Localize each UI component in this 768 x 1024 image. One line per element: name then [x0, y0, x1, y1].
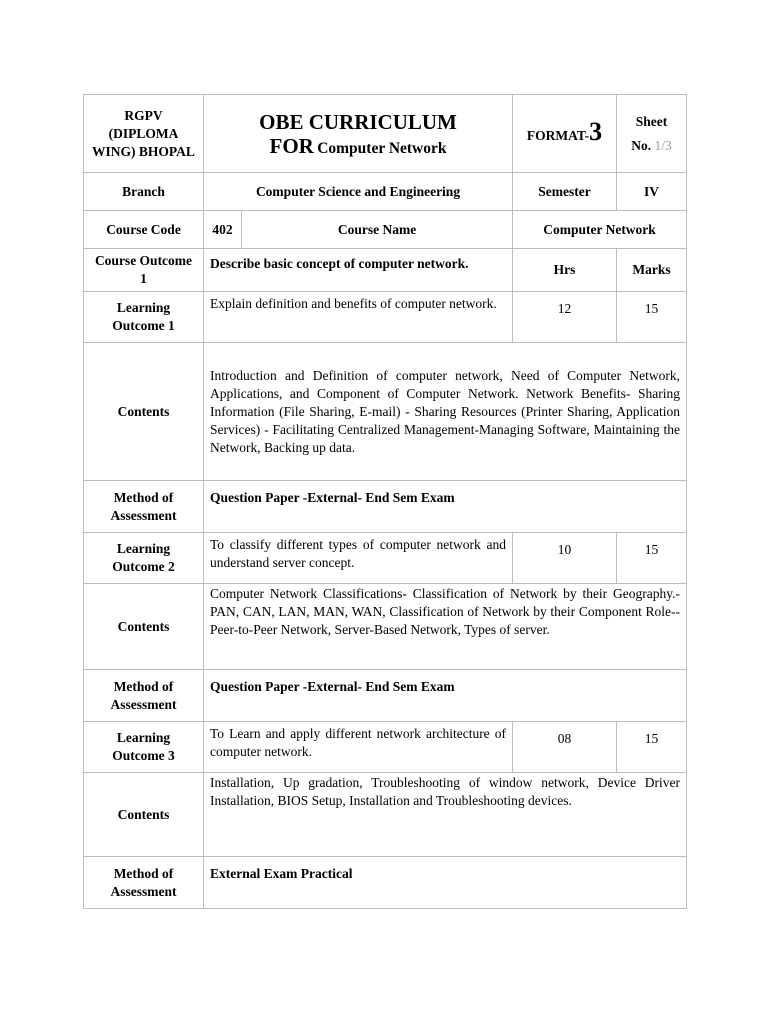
contents-label: Contents — [84, 584, 204, 670]
contents-row — [84, 343, 687, 481]
learning-outcome-description: To Learn and apply different network architecture of computer network. — [204, 722, 513, 773]
format-number: 3 — [589, 116, 603, 146]
assessment-label: Method of Assessment — [84, 670, 204, 722]
assessment-row — [84, 670, 687, 722]
sheet-no-value: 1/3 — [654, 137, 672, 153]
learning-outcome-hrs: 12 — [513, 292, 617, 343]
institution-name: RGPV (DIPLOMA WING) BHOPAL — [92, 107, 195, 159]
assessment-value: Question Paper -External- End Sem Exam — [204, 670, 687, 722]
learning-outcome-marks: 15 — [617, 533, 687, 584]
course-code-row — [84, 211, 687, 249]
header-row — [84, 95, 687, 173]
learning-outcome-description: Explain definition and benefits of computer network. — [204, 292, 513, 343]
learning-outcome-row — [84, 722, 687, 773]
format-cell — [513, 95, 617, 173]
sheet-no — [623, 137, 680, 155]
learning-outcome-row — [84, 533, 687, 584]
course-outcome-row — [84, 249, 687, 292]
contents-label: Contents — [84, 343, 204, 481]
branch-label: Branch — [84, 173, 204, 211]
semester-value: IV — [617, 173, 687, 211]
course-code-label: Course Code — [84, 211, 204, 249]
learning-outcome-row — [84, 292, 687, 343]
title-cell — [204, 95, 513, 173]
learning-outcome-label: Learning Outcome 2 — [84, 533, 204, 584]
marks-label: Marks — [617, 249, 687, 292]
course-name-label: Course Name — [242, 211, 513, 249]
contents-row — [84, 773, 687, 857]
assessment-value: External Exam Practical — [204, 857, 687, 909]
contents-row — [84, 584, 687, 670]
assessment-row — [84, 481, 687, 533]
learning-outcome-label: Learning Outcome 1 — [84, 292, 204, 343]
format-label: FORMAT- — [526, 127, 590, 143]
learning-outcome-label: Learning Outcome 3 — [84, 722, 204, 773]
title-line1: OBE CURRICULUM — [259, 109, 457, 134]
curriculum-table — [83, 94, 687, 909]
learning-outcome-hrs: 08 — [513, 722, 617, 773]
assessment-label: Method of Assessment — [84, 857, 204, 909]
title-subject: Computer Network — [317, 139, 447, 157]
assessment-value: Question Paper -External- End Sem Exam — [204, 481, 687, 533]
assessment-row — [84, 857, 687, 909]
assessment-label: Method of Assessment — [84, 481, 204, 533]
learning-outcome-marks: 15 — [617, 292, 687, 343]
learning-outcome-description: To classify different types of computer network and understand server concept. — [204, 533, 513, 584]
course-name-value: Computer Network — [513, 211, 687, 249]
contents-text: Computer Network Classifications- Classification of Network by their Geography.-PAN, CAN, LAN, MAN, WAN, Classification of Network by their Component Role--Peer-to-Peer Network, Server-Based Network, Types of server. — [204, 584, 687, 670]
hrs-label: Hrs — [513, 249, 617, 292]
institution-cell — [84, 95, 204, 173]
contents-text: Introduction and Definition of computer network, Need of Computer Network, Applications, and Component of Computer Network. Network Benefits- Sharing Information (File Sharing, E-mail) - Sharing Resources (Printer Sharing, Application Services) - Facilitating Centralized Management-Managing Software, Maintaining the Network, Backing up data. — [204, 343, 687, 481]
course-outcome-label: Course Outcome 1 — [84, 249, 204, 292]
semester-label: Semester — [513, 173, 617, 211]
course-code-value: 402 — [204, 211, 242, 249]
sheet-cell — [617, 95, 687, 173]
title-line2 — [210, 134, 506, 158]
branch-value: Computer Science and Engineering — [204, 173, 513, 211]
branch-row — [84, 173, 687, 211]
contents-text: Installation, Up gradation, Troubleshooting of window network, Device Driver Installation, BIOS Setup, Installation and Troubleshooting devices. — [204, 773, 687, 857]
sheet-no-label: No. — [631, 137, 652, 153]
sheet-label: Sheet — [635, 113, 668, 129]
learning-outcome-marks: 15 — [617, 722, 687, 773]
learning-outcome-hrs: 10 — [513, 533, 617, 584]
contents-label: Contents — [84, 773, 204, 857]
title-for: FOR — [269, 133, 314, 158]
course-outcome-description: Describe basic concept of computer network. — [204, 249, 513, 292]
